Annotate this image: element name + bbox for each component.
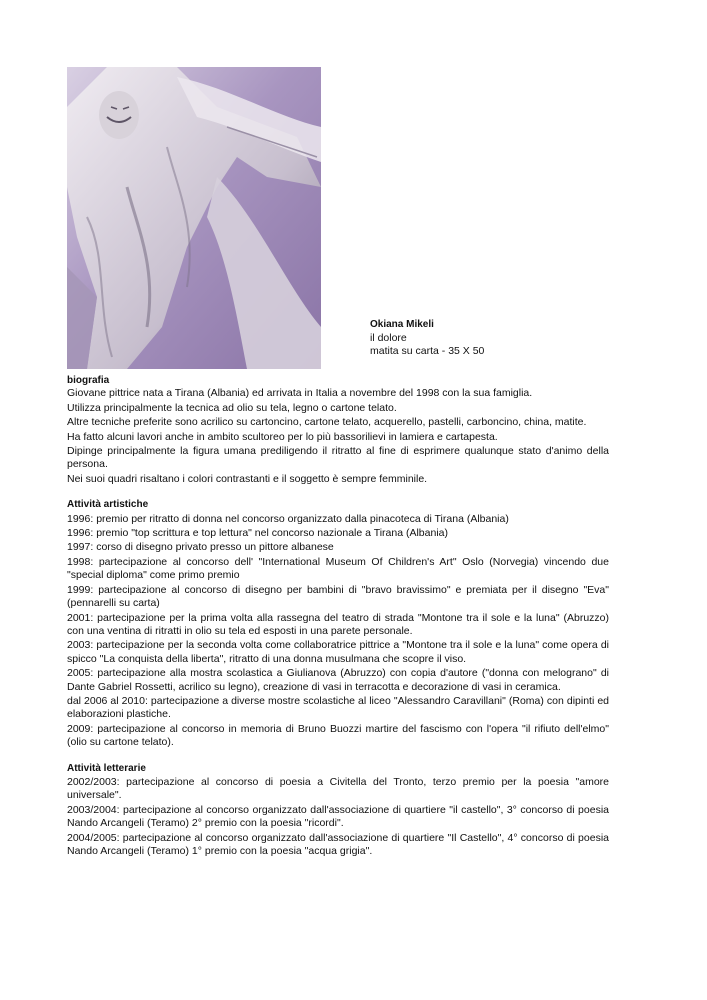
paragraph: Nei suoi quadri risaltano i colori contrastanti e il soggetto è sempre femminile. (67, 472, 428, 485)
paragraph: 2002/2003: partecipazione al concorso di poesia a Civitella del Tronto, terzo premio per la poesia "amore universale". (67, 775, 609, 802)
section-title: Attività artistiche (67, 499, 149, 511)
paragraph: 2009: partecipazione al concorso in memoria di Bruno Buozzi martire del fascismo con l'opera "il rifiuto dell'elmo" (olio su cartone telato). (67, 722, 609, 749)
artwork-title: il dolore (370, 331, 407, 344)
section-attivita-artistiche (67, 498, 609, 749)
paragraph: 2003: partecipazione per la seconda volta come collaboratrice pittrice a "Montone tra il sole e la luna" come opera di spicco "La conquista della liberta", ritratto di una donna musulmana che scopre il viso. (67, 639, 609, 665)
paragraph: 2004/2005: partecipazione al concorso organizzato dall'associazione di quartiere "Il Castello", 4° concorso di poesia Nando Arcangeli (Teramo) 1° premio con la poesia "acqua grigia". (67, 831, 609, 857)
artwork-technique: matita su carta - 35 X 50 (370, 345, 485, 358)
paragraph: Dipinge principalmente la figura umana prediligendo il ritratto al fine di esprimere qualunque stato d'animo della persona. (67, 445, 609, 471)
section-biografia (67, 374, 609, 486)
paragraph: Ha fatto alcuni lavori anche in ambito scultoreo per lo più bassorilievi in lamiera e cartapesta. (67, 430, 498, 443)
paragraph: 1997: corso di disegno privato presso un pittore albanese (67, 541, 334, 554)
section-title: biografia (67, 375, 110, 386)
paragraph: 1998: partecipazione al concorso dell' "International Museum Of Children's Art" Oslo (Norvegia) vincendo due "special diploma" come primo premio (67, 555, 609, 582)
paragraph: 1999: partecipazione al concorso di disegno per bambini di "bravo bravissimo" e premiata per il disegno "Eva" (pennarelli su carta) (67, 583, 609, 610)
artwork-drawing (67, 67, 321, 369)
paragraph: dal 2006 al 2010: partecipazione a diverse mostre scolastiche al liceo "Alessandro Caravillani" (Roma) con dipinti ed elaborazioni plastiche. (67, 694, 609, 721)
section-attivita-letterarie (67, 762, 609, 859)
artwork-caption (370, 318, 484, 359)
artist-name: Okiana Mikeli (370, 319, 434, 330)
paragraph: Altre tecniche preferite sono acrilico su cartoncino, cartone telato, acquerello, pastelli, carboncino, china, matite. (67, 416, 587, 429)
artwork-image (67, 67, 321, 369)
paragraph: Giovane pittrice nata a Tirana (Albania) ed arrivata in Italia a novembre del 1998 con la sua famiglia. (67, 387, 533, 400)
paragraph: 2003/2004: partecipazione al concorso organizzato dall'associazione di quartiere "il castello", 3° concorso di poesia Nando Arcangeli (Teramo) 2° premio con la poesia "ricordi". (67, 803, 609, 830)
document-body (67, 374, 609, 870)
section-title: Attività letterarie (67, 762, 146, 774)
paragraph: 2001: partecipazione per la prima volta alla rassegna del teatro di strada "Montone tra il sole e la luna" (Abruzzo) con una ventina di ritratti in olio su tela ed esposti in una parete personale. (67, 611, 609, 637)
paragraph: 2005: partecipazione alla mostra scolastica a Giulianova (Abruzzo) con copia d'autore ("donna con melograno" di Dante Gabriel Rossetti, acrilico su legno), creazione di vasi in terracotta e decorazione di vasi in ceramica. (67, 667, 609, 693)
paragraph: Utilizza principalmente la tecnica ad olio su tela, legno o cartone telato. (67, 401, 397, 414)
paragraph: 1996: premio per ritratto di donna nel concorso organizzato dalla pinacoteca di Tirana (Albania) (67, 512, 509, 525)
paragraph: 1996: premio "top scrittura e top lettura" nel concorso nazionale a Tirana (Albania) (67, 527, 448, 540)
